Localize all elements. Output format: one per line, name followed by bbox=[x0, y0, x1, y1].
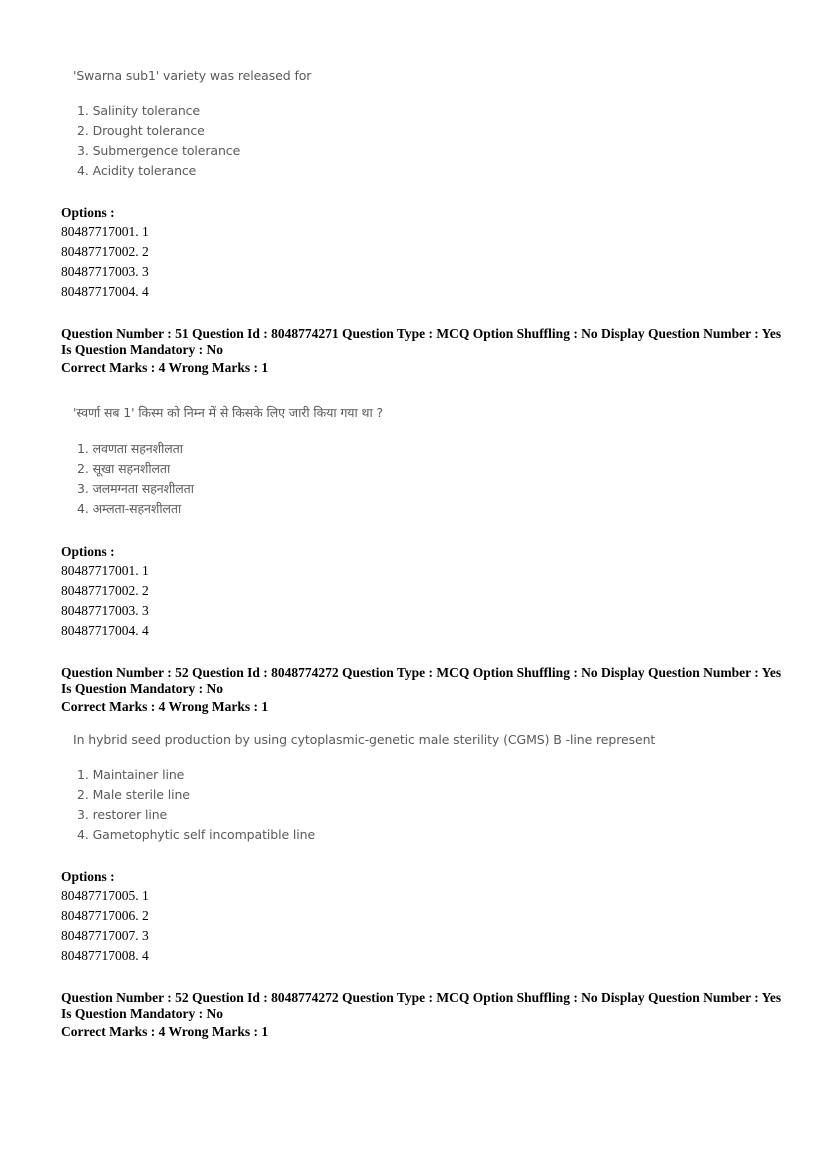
option-row: 80487717002. 2 bbox=[61, 583, 149, 598]
option-row: 80487717001. 1 bbox=[61, 224, 149, 239]
choice-list bbox=[73, 101, 311, 181]
choice-list bbox=[73, 439, 383, 519]
options-label: Options : bbox=[61, 869, 115, 884]
question-stem: In hybrid seed production by using cytoplasmic-genetic male sterility (CGMS) B -line represent bbox=[73, 732, 656, 747]
question-meta-52 bbox=[61, 665, 781, 715]
question-meta-line: Question Number : 51 Question Id : 8048774271 Question Type : MCQ Option Shuffling : No Display Question Number : Yes bbox=[61, 326, 782, 341]
mandatory-line: Is Question Mandatory : No bbox=[61, 681, 224, 696]
choice-item: 2. Male sterile line bbox=[77, 787, 190, 802]
question-stem: 'Swarna sub1' variety was released for bbox=[73, 68, 312, 83]
option-row: 80487717004. 4 bbox=[61, 284, 149, 299]
choice-item: 3. restorer line bbox=[77, 807, 168, 822]
question-meta-52-repeat bbox=[61, 990, 781, 1040]
choice-item: 3. जलमग्नता सहनशीलता bbox=[77, 481, 194, 496]
option-row: 80487717006. 2 bbox=[61, 908, 149, 923]
options-list bbox=[61, 867, 149, 966]
mandatory-line: Is Question Mandatory : No bbox=[61, 1006, 224, 1021]
question-image-swarna-hi bbox=[73, 404, 383, 519]
options-list bbox=[61, 203, 149, 302]
choice-item: 3. Submergence tolerance bbox=[77, 143, 241, 158]
marks-line: Correct Marks : 4 Wrong Marks : 1 bbox=[61, 1024, 269, 1039]
choice-item: 4. Acidity tolerance bbox=[77, 163, 197, 178]
option-row: 80487717007. 3 bbox=[61, 928, 149, 943]
option-row: 80487717003. 3 bbox=[61, 264, 149, 279]
question-image-cgms bbox=[73, 732, 655, 845]
choice-item: 1. लवणता सहनशीलता bbox=[77, 441, 183, 456]
option-row: 80487717008. 4 bbox=[61, 948, 149, 963]
option-row: 80487717005. 1 bbox=[61, 888, 149, 903]
option-row: 80487717001. 1 bbox=[61, 563, 149, 578]
choice-item: 4. अम्लता-सहनशीलता bbox=[77, 501, 182, 516]
mandatory-line: Is Question Mandatory : No bbox=[61, 342, 224, 357]
options-label: Options : bbox=[61, 544, 115, 559]
marks-line: Correct Marks : 4 Wrong Marks : 1 bbox=[61, 699, 269, 714]
option-row: 80487717003. 3 bbox=[61, 603, 149, 618]
options-list bbox=[61, 542, 149, 641]
question-stem: 'स्वर्णा सब 1' किस्म को निम्न में से किसके लिए जारी किया गया था ? bbox=[73, 405, 384, 420]
choice-item: 1. Maintainer line bbox=[77, 767, 185, 782]
choice-item: 2. सूखा सहनशीलता bbox=[77, 461, 171, 476]
question-meta-line: Question Number : 52 Question Id : 8048774272 Question Type : MCQ Option Shuffling : No Display Question Number : Yes bbox=[61, 990, 782, 1005]
question-meta-51 bbox=[61, 326, 781, 376]
choice-list bbox=[73, 765, 655, 845]
option-row: 80487717004. 4 bbox=[61, 623, 149, 638]
question-meta-line: Question Number : 52 Question Id : 8048774272 Question Type : MCQ Option Shuffling : No Display Question Number : Yes bbox=[61, 665, 782, 680]
options-label: Options : bbox=[61, 205, 115, 220]
choice-item: 1. Salinity tolerance bbox=[77, 103, 201, 118]
choice-item: 4. Gametophytic self incompatible line bbox=[77, 827, 316, 842]
choice-item: 2. Drought tolerance bbox=[77, 123, 205, 138]
marks-line: Correct Marks : 4 Wrong Marks : 1 bbox=[61, 360, 269, 375]
option-row: 80487717002. 2 bbox=[61, 244, 149, 259]
question-image-swarna-en bbox=[73, 68, 311, 181]
